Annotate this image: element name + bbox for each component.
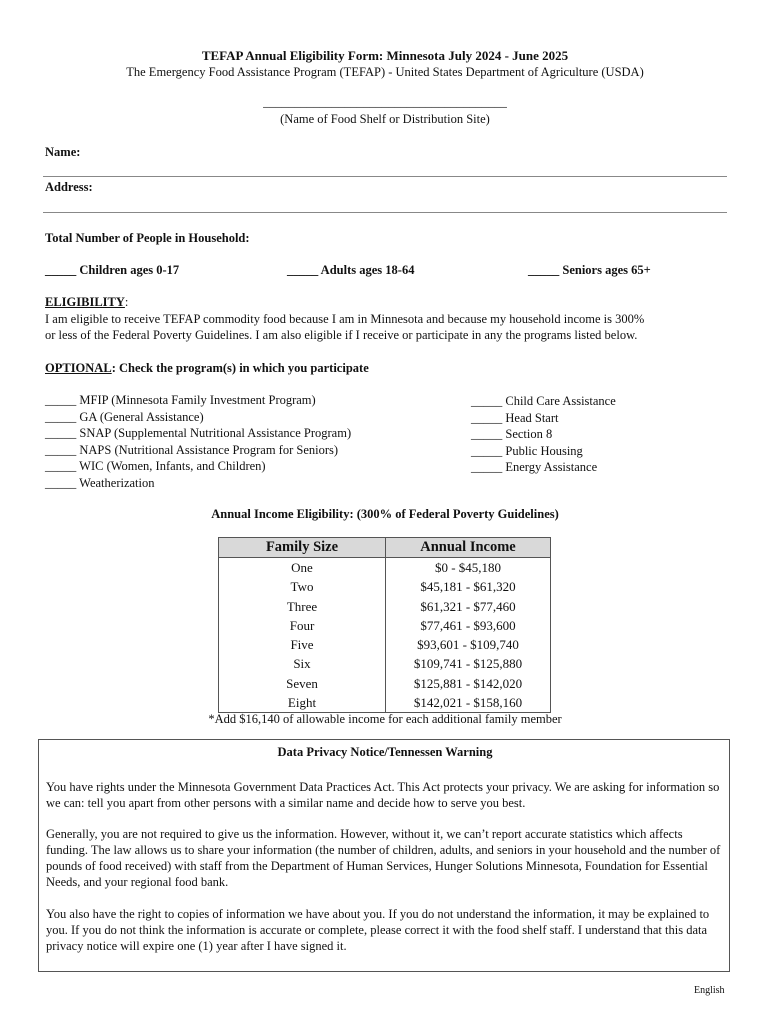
family-size-cell: Three xyxy=(219,597,386,616)
annual-income-cell: $77,461 - $93,600 xyxy=(386,616,551,635)
program-weatherization[interactable]: _____ Weatherization xyxy=(45,475,155,490)
privacy-paragraph-1: You have rights under the Minnesota Government Data Practices Act. This Act protects your privacy. We are asking for information so we can: tell you apart from other persons with a similar name and decide how to serve you best. xyxy=(46,780,720,810)
name-field-line[interactable] xyxy=(43,176,727,177)
address-label: Address: xyxy=(45,180,93,194)
annual-income-cell: $45,181 - $61,320 xyxy=(386,577,551,596)
family-size-cell: One xyxy=(219,558,386,578)
optional-heading-text: OPTIONAL xyxy=(45,361,112,375)
eligibility-heading xyxy=(45,295,128,310)
annual-income-cell: $109,741 - $125,880 xyxy=(386,654,551,673)
table-row xyxy=(219,558,551,578)
address-field-line[interactable] xyxy=(43,212,727,213)
program-section-8[interactable]: _____ Section 8 xyxy=(471,427,553,441)
annual-income-cell: $142,021 - $158,160 xyxy=(386,693,551,713)
table-row xyxy=(219,577,551,596)
table-row xyxy=(219,597,551,616)
program-list-left xyxy=(45,392,351,491)
family-size-cell: Two xyxy=(219,577,386,596)
adults-field[interactable]: _____ Adults ages 18-64 xyxy=(287,263,415,277)
optional-heading xyxy=(45,361,369,376)
family-size-cell: Six xyxy=(219,654,386,673)
income-table-header xyxy=(219,538,551,558)
family-size-cell: Seven xyxy=(219,674,386,693)
program-list-right xyxy=(471,393,616,476)
program-ga[interactable]: _____ GA (General Assistance) xyxy=(45,409,204,424)
eligibility-heading-text: ELIGIBILITY xyxy=(45,295,125,309)
table-row xyxy=(219,635,551,654)
annual-income-cell: $93,601 - $109,740 xyxy=(386,635,551,654)
privacy-notice-box xyxy=(38,739,730,972)
annual-income-cell: $0 - $45,180 xyxy=(386,558,551,578)
eligibility-text-line1: I am eligible to receive TEFAP commodity food because I am in Minnesota and because my household income is 300% xyxy=(45,312,645,326)
income-note: *Add $16,140 of allowable income for each additional family member xyxy=(208,712,562,726)
program-wic[interactable]: _____ WIC (Women, Infants, and Children) xyxy=(45,459,266,473)
income-table xyxy=(218,537,551,713)
table-row xyxy=(219,674,551,693)
eligibility-text-line2: or less of the Federal Poverty Guidelines. I am also eligible if I receive or participate in any the programs listed below. xyxy=(45,328,638,342)
program-child-care[interactable]: _____ Child Care Assistance xyxy=(471,394,616,408)
header-annual-income: Annual Income xyxy=(386,538,551,558)
program-head-start[interactable]: _____ Head Start xyxy=(471,410,559,425)
program-energy-assistance[interactable]: _____ Energy Assistance xyxy=(471,460,598,474)
table-row xyxy=(219,693,551,713)
form-title: TEFAP Annual Eligibility Form: Minnesota July 2024 - June 2025 xyxy=(201,48,569,63)
family-size-cell: Eight xyxy=(219,693,386,713)
name-label: Name: xyxy=(45,145,81,159)
privacy-paragraph-3: You also have the right to copies of information we have about you. If you do not understand the information, it may be explained to you. If you do not think the information is accurate or complete, please correct it with the food shelf staff. I understand that this data privacy notice will expire one (1) year after I have signed it. xyxy=(46,907,710,953)
eligibility-heading-colon: : xyxy=(124,295,129,309)
form-subtitle: The Emergency Food Assistance Program (TEFAP) - United States Department of Agriculture (USDA) xyxy=(126,65,644,79)
site-name-caption: (Name of Food Shelf or Distribution Site) xyxy=(280,112,490,126)
income-title: Annual Income Eligibility: (300% of Federal Poverty Guidelines) xyxy=(211,507,559,521)
seniors-field[interactable]: _____ Seniors ages 65+ xyxy=(528,263,651,277)
annual-income-cell: $125,881 - $142,020 xyxy=(386,674,551,693)
table-row xyxy=(219,654,551,673)
table-row xyxy=(219,616,551,635)
family-size-cell: Five xyxy=(219,635,386,654)
household-total-label: Total Number of People in Household: xyxy=(45,231,250,245)
annual-income-cell: $61,321 - $77,460 xyxy=(386,597,551,616)
language-label: English xyxy=(694,985,725,996)
children-field[interactable]: _____ Children ages 0-17 xyxy=(45,263,180,277)
site-name-line[interactable]: _______________________________________ xyxy=(263,95,507,109)
program-snap[interactable]: _____ SNAP (Supplemental Nutritional Assistance Program) xyxy=(45,426,352,440)
program-mfip[interactable]: _____ MFIP (Minnesota Family Investment Program) xyxy=(45,393,316,407)
program-public-housing[interactable]: _____ Public Housing xyxy=(471,443,583,458)
program-naps[interactable]: _____ NAPS (Nutritional Assistance Program for Seniors) xyxy=(45,442,339,457)
optional-heading-rest: : Check the program(s) in which you participate xyxy=(111,361,369,375)
family-size-cell: Four xyxy=(219,616,386,635)
privacy-paragraph-2: Generally, you are not required to give us the information. However, without it, we can’t report accurate statistics which affects funding. The law allows us to share your information (the number of children, adults, and seniors in your household and the number of pounds of food received) with staff from the Department of Human Services, Hunger Solutions Minnesota, Foundation for Essential Needs, and your regional food bank. xyxy=(46,827,721,889)
privacy-title: Data Privacy Notice/Tennessen Warning xyxy=(277,745,493,759)
header-family-size: Family Size xyxy=(219,538,386,558)
